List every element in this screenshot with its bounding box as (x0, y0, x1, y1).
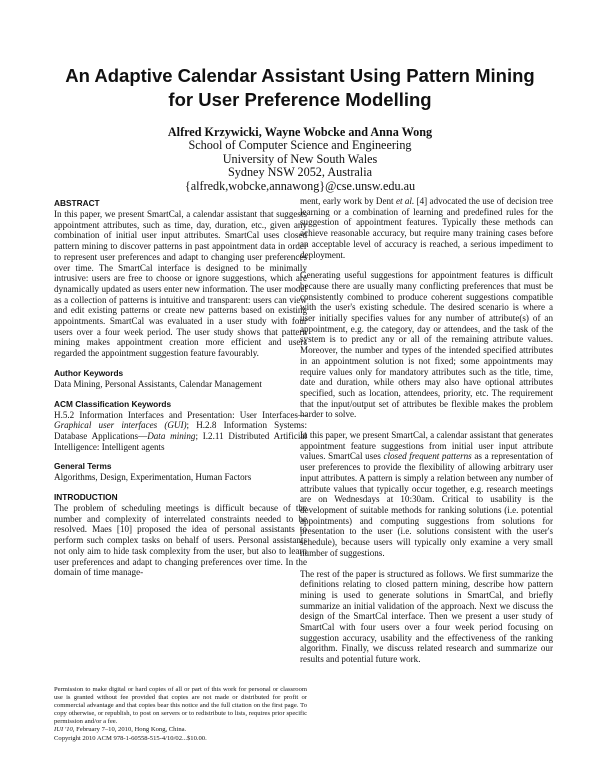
acm-text: H.5.2 Information Interfaces and Presentation: User Interfaces—Graphical user interfaces (GUI); H.2.8 Information Systems: Database Applications—Data mining; I.2.11 Distributed Artificial Intelligence: Intelligent agents (54, 409, 307, 452)
paper-title (40, 64, 560, 112)
acm-heading: ACM Classification Keywords (54, 398, 172, 409)
general-terms-text: Algorithms, Design, Experimentation, Human Factors (54, 472, 252, 483)
abstract-heading: ABSTRACT (54, 198, 100, 208)
affiliation-line-3: Sydney NSW 2052, Australia (228, 165, 372, 180)
copyright-footnote (54, 686, 307, 743)
smartcal-paragraph: In this paper, we present SmartCal, a calendar assistant that generates appointment feature suggestions from initial user input attribute values. SmartCal uses closed frequent patterns as a representation of user preferences to provide the flexibility of allowing arbitrary user input attributes. A pattern is simply a relation between any number of attribute values that typically occur together, e.g. research meetings are on Wednesdays at 10:30am. Critical to usability is the development of suitable methods for ranking solutions (i.e. potential appointments) and computing suggestions from solutions for presentation to the user (i.e. solutions consistent with the user's schedule), because users will typically only examine a very small number of suggestions. (300, 430, 553, 558)
left-column (54, 198, 307, 578)
author-names: Alfred Krzywicki, Wayne Wobcke and Anna Wong (167, 125, 433, 139)
affiliation-line-1: School of Computer Science and Engineering (188, 138, 412, 153)
permission-notice: Permission to make digital or hard copies of all or part of this work for personal or classroom use is granted without fee provided that copies are not made or distributed for profit or commercial advantage and that copies bear this notice and the full citation on the first page. To copy otherwise, or republish, to post on servers or to redistribute to lists, requires prior specific permission and/or a fee. (54, 686, 307, 726)
introduction-text: The problem of scheduling meetings is difficult because of the number and complexity of interrelated constraints needed to be resolved. Maes [10] proposed the idea of personal assistants to perform such complex tasks on behalf of users. Personal assistants not only aim to hide task complexity from the user, but also to learn user preferences and adapt to changing preferences over time. In the domain of time manage- (54, 503, 307, 578)
title-line-1: An Adaptive Calendar Assistant Using Pattern Mining (65, 65, 535, 86)
author-block (100, 126, 500, 193)
structure-paragraph: The rest of the paper is structured as follows. We first summarize the definitions relating to closed pattern mining, describe how pattern mining is used to generate solutions in SmartCal, and briefly summarize an initial validation of the approach. Next we discuss the design of the SmartCal interface. Then we present a user study of SmartCal with four users over a four week period focusing on suggestion accuracy, usability and the effectiveness of the ranking algorithm. Finally, we discuss related research and summarize our results and potential future work. (300, 568, 553, 665)
suggestions-paragraph: Generating useful suggestions for appointment features is difficult because there are usually many conflicting preferences that must be consistently combined to produce coherent suggestions compatible with the user's existing schedule. The desired scenario is where a user initially specifies values for any number of attribute(s) of an appointment, e.g. the category, day or attendees, and the task of the system is to predict any or all of the remaining attribute values. Moreover, the number and types of the intended specified attributes in an appointment solution is not fixed; some appointments may require values only for mandatory attributes such as the title, time, date and duration, while others may also have optional attributes specified, such as location, attendees, priority, etc. The requirement that the input/output set of attributes be flexible makes the problem harder to solve. (300, 270, 553, 420)
intro-continued-paragraph: ment, early work by Dent et al. [4] advocated the use of decision tree learning or a combination of learning and predefined rules for the suggestion of appointment features. Typically these methods can achieve reasonable accuracy, but require many training cases before an acceptable level of accuracy is reached, a serious impediment to deployment. (300, 196, 553, 260)
title-line-2: for User Preference Modelling (168, 89, 432, 110)
right-column (300, 196, 553, 665)
abstract-text: In this paper, we present SmartCal, a calendar assistant that suggests appointment attributes, such as time, day, duration, etc., given any combination of initial user input attributes. SmartCal uses closed pattern mining to discover patterns in past appointment data in order to represent user preferences and adapt to changing user preferences over time. The SmartCal interface is designed to be minimally intrusive: users are free to choose or ignore suggestions, which are dynamically updated as users enter new information. The user model as a collection of patterns is intuitive and transparent: users can view and edit existing patterns or create new patterns based on existing appointments. SmartCal was evaluated in a user study with four users over a four week period. The user study shows that pattern mining makes appointment creation more efficient and users regarded the appointment suggestion feature favourably. (54, 209, 307, 359)
general-terms-heading: General Terms (54, 461, 112, 472)
venue-line: IUI '10, February 7–10, 2010, Hong Kong, China. (54, 726, 187, 734)
introduction-heading: INTRODUCTION (54, 492, 118, 503)
author-email: {alfredk,wobcke,annawong}@cse.unsw.edu.au (184, 178, 416, 193)
affiliation-line-2: University of New South Wales (222, 151, 378, 166)
copyright-line: Copyright 2010 ACM 978-1-60558-515-4/10/02...$10.00. (54, 734, 207, 742)
keywords-heading: Author Keywords (54, 367, 124, 378)
keywords-text: Data Mining, Personal Assistants, Calendar Management (54, 378, 262, 389)
